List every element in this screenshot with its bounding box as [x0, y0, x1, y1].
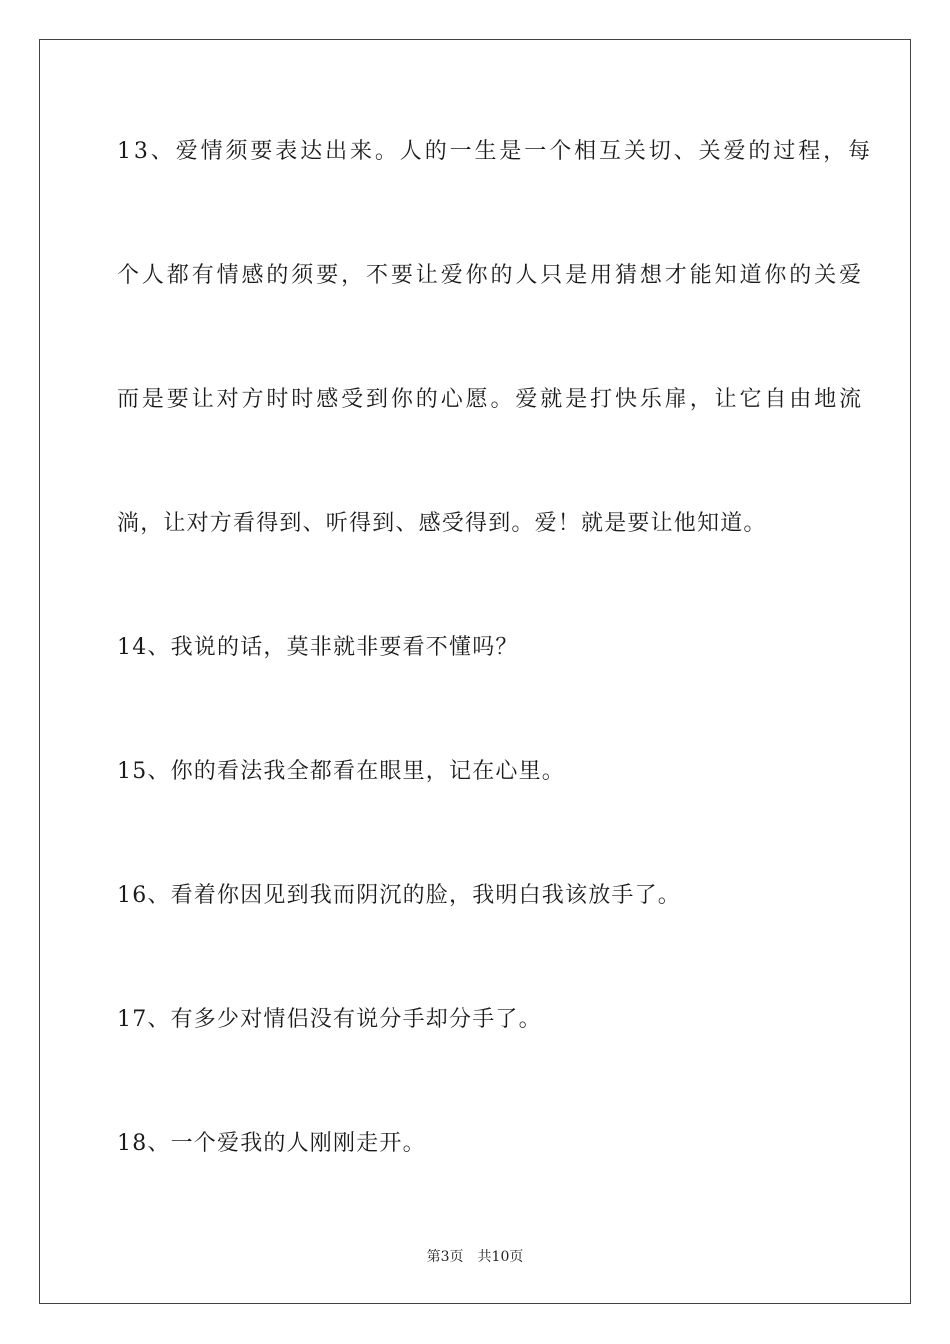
text-line: 而是要让对方时时感受到你的心愿。爱就是打快乐扉，让它自由地流 [117, 387, 865, 412]
text-line: 14、我说的话，莫非就非要看不懂吗？ [117, 635, 519, 660]
page-border [39, 39, 911, 1304]
text-line: 个人都有情感的须要，不要让爱你的人只是用猜想才能知道你的关爱 [117, 263, 865, 288]
text-line: 18、一个爱我的人刚刚走开。 [117, 1131, 426, 1156]
page-number-footer: 第3页 共10页 [426, 1249, 524, 1265]
text-line: 15、你的看法我全都看在眼里，记在心里。 [117, 759, 565, 784]
text-line: 淌，让对方看得到、听得到、感受得到。爱！就是要让他知道。 [117, 511, 767, 536]
text-line: 16、看着你因见到我而阴沉的脸，我明白我该放手了。 [117, 883, 681, 908]
text-line: 13、爱情须要表达出来。人的一生是一个相互关切、关爱的过程，每 [117, 139, 873, 164]
text-line: 17、有多少对情侣没有说分手却分手了。 [117, 1007, 542, 1032]
